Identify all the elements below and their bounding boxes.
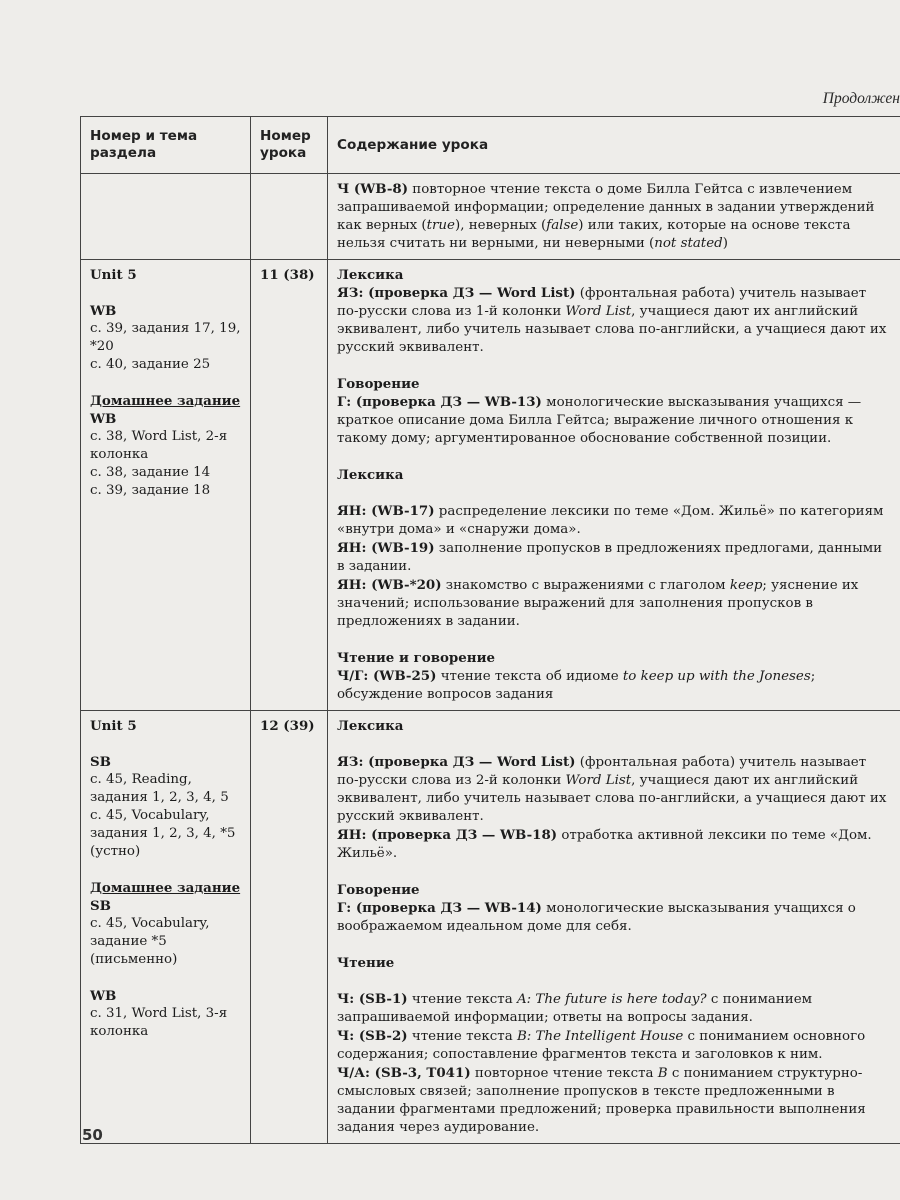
section-cell — [81, 260, 251, 711]
activity-text: монологические высказывания учащихся — краткое описание дома Билла Гейтса; выражение личного отношения к такому дому; аргументированное обоснование собственной позиции. — [337, 395, 862, 446]
homework-ref: с. 39, задание 18 — [90, 483, 211, 498]
activity-text: ; обсуждение вопросов задания — [337, 669, 816, 702]
header-section: Номер и тема раздела — [81, 117, 251, 174]
activity-text: ; уяснение их значений; использование выражений для заполнения пропусков в предложениях в задании. — [337, 578, 859, 629]
assignment-ref: с. 45, Vocabulary, задания 1, 2, 3, 4, *5 (устно) — [90, 808, 236, 859]
activity-code: ЯН: (WB-17) — [337, 503, 435, 519]
assignment-ref: с. 45, Reading, задания 1, 2, 3, 4, 5 — [90, 772, 229, 805]
activity-text: повторное чтение текста — [470, 1066, 658, 1081]
activity-text: , учащиеся дают их английский эквивалент, либо учитель называет слова по-английски, а учащиеся дают их русский эквивалент. — [337, 773, 887, 824]
content-group — [337, 990, 892, 1137]
term-keep: keep — [729, 578, 763, 593]
text-title: B: The Intelligent House — [516, 1029, 684, 1044]
activity-text: (фронтальная работа) учитель называет по-русски слова из 1-й колонки — [337, 286, 867, 319]
content-item — [337, 667, 892, 704]
activity-text: ) или таких, которые на основе текста нельзя считать ни верными, ни неверными ( — [337, 218, 851, 251]
content-item — [337, 1064, 892, 1137]
section-heading: Говорение — [337, 882, 420, 898]
book-label: SB — [90, 898, 111, 914]
text-title: A: The future is here today? — [516, 992, 707, 1007]
section-heading: Говорение — [337, 376, 420, 392]
book-label: WB — [90, 303, 117, 319]
activity-code: Г: (проверка ДЗ — WB-13) — [337, 394, 542, 410]
section-heading: Лексика — [337, 718, 404, 734]
lesson-plan-table — [80, 116, 900, 1144]
activity-code: ЯН: (WB-*20) — [337, 577, 442, 593]
content-cell — [328, 711, 900, 1144]
activity-text: (фронтальная работа) учитель называет по-русски слова из 2-й колонки — [337, 755, 867, 788]
term-idiom: to keep up with the Joneses — [622, 669, 811, 684]
activity-code: Ч (WB-8) — [337, 181, 409, 197]
activity-code: ЯЗ: (проверка ДЗ — Word List) — [337, 754, 576, 770]
lesson-number-cell: 12 (39) — [251, 711, 328, 1144]
activity-code: ЯН: (WB-19) — [337, 540, 435, 556]
activity-text: чтение текста — [407, 992, 517, 1007]
activity-code: Ч: (SB-2) — [337, 1028, 408, 1044]
homework-ref: с. 38, Word List, 2-я колонка — [90, 429, 228, 462]
table-row — [81, 711, 900, 1144]
activity-text: ) — [722, 236, 728, 251]
activity-text: с пониманием структурно-смысловых связей; заполнение пропусков в тексте предложенными в задании фрагментами предложений; проверка правильности выполнения задания через аудирование. — [337, 1066, 866, 1135]
activity-text: заполнение пропусков в предложениях предлогами, данными в задании. — [337, 541, 883, 574]
text-letter: B — [657, 1066, 668, 1081]
activity-text: с пониманием запрашиваемой информации; ответы на вопросы задания. — [337, 992, 813, 1025]
table-row — [81, 174, 900, 260]
unit-title: Unit 5 — [90, 267, 137, 283]
term-not-stated: not stated — [654, 236, 723, 251]
header-lesson-number: Номер урока — [251, 117, 328, 174]
content-cell — [328, 174, 900, 260]
activity-text: ), неверных ( — [454, 218, 547, 233]
content-item — [337, 826, 892, 863]
section-cell — [81, 174, 251, 260]
book-label: WB — [90, 988, 117, 1004]
activity-text: знакомство с выражениями с глаголом — [441, 578, 730, 593]
assignment-ref: с. 40, задание 25 — [90, 357, 211, 372]
content-item — [337, 284, 892, 357]
lesson-number-cell: 11 (38) — [251, 260, 328, 711]
activity-text: чтение текста — [407, 1029, 517, 1044]
homework-ref: с. 45, Vocabulary, задание *5 (письменно) — [90, 916, 210, 967]
content-item — [337, 576, 892, 631]
activity-text: с пониманием основного содержания; сопоставление фрагментов текста и заголовков к ним. — [337, 1029, 866, 1062]
section-heading: Лексика — [337, 467, 404, 483]
term-word-list: Word List — [565, 773, 632, 788]
activity-code: Ч: (SB-1) — [337, 991, 408, 1007]
table-row — [81, 260, 900, 711]
homework-label: Домашнее задание — [90, 393, 241, 409]
book-label: WB — [90, 411, 117, 427]
activity-code: Г: (проверка ДЗ — WB-14) — [337, 900, 542, 916]
content-item — [337, 753, 892, 826]
content-item — [337, 899, 892, 936]
content-item — [337, 393, 892, 448]
activity-text: , учащиеся дают их английский эквивалент, либо учитель называет слова по-английски, а учащиеся дают их русский эквивалент. — [337, 304, 887, 355]
section-heading: Чтение — [337, 955, 395, 971]
activity-code: ЯН: (проверка ДЗ — WB-18) — [337, 827, 558, 843]
content-item — [337, 539, 892, 576]
activity-code: Ч/А: (SB-3, T041) — [337, 1065, 471, 1081]
section-heading: Чтение и говорение — [337, 650, 496, 666]
activity-code: Ч/Г: (WB-25) — [337, 668, 437, 684]
content-group — [337, 753, 892, 863]
activity-code: ЯЗ: (проверка ДЗ — Word List) — [337, 285, 576, 301]
assignment-ref: с. 39, задания 17, 19, *20 — [90, 321, 241, 354]
homework-label: Домашнее задание — [90, 880, 241, 896]
section-cell — [81, 711, 251, 1144]
term-word-list: Word List — [565, 304, 632, 319]
table-header-row — [81, 117, 900, 174]
homework-ref: с. 31, Word List, 3-я колонка — [90, 1006, 228, 1039]
content-item — [337, 180, 892, 253]
unit-title: Unit 5 — [90, 718, 137, 734]
activity-text: монологические высказывания учащихся о воображаемом идеальном доме для себя. — [337, 901, 856, 934]
continued-label: Продолжен — [822, 90, 900, 107]
header-lesson-content: Содержание урока — [328, 117, 900, 174]
homework-ref: с. 38, задание 14 — [90, 465, 211, 480]
activity-text: чтение текста об идиоме — [436, 669, 623, 684]
content-cell — [328, 260, 900, 711]
content-item — [337, 1027, 892, 1064]
content-item — [337, 990, 892, 1027]
term-true: true — [426, 218, 455, 233]
activity-text: распределение лексики по теме «Дом. Жильё» по категориям «внутри дома» и «снаружи дома». — [337, 504, 884, 537]
section-heading: Лексика — [337, 267, 404, 283]
term-false: false — [546, 218, 579, 233]
book-label: SB — [90, 754, 111, 770]
activity-text: отработка активной лексики по теме «Дом. Жильё». — [337, 828, 872, 861]
activity-text: повторное чтение текста о доме Билла Гейтса с извлечением запрашиваемой информации; определение данных в задании утверждений как верных ( — [337, 182, 875, 233]
page-number: 50 — [82, 1126, 103, 1144]
content-item — [337, 502, 892, 539]
lesson-number-cell — [251, 174, 328, 260]
content-group — [337, 502, 892, 631]
